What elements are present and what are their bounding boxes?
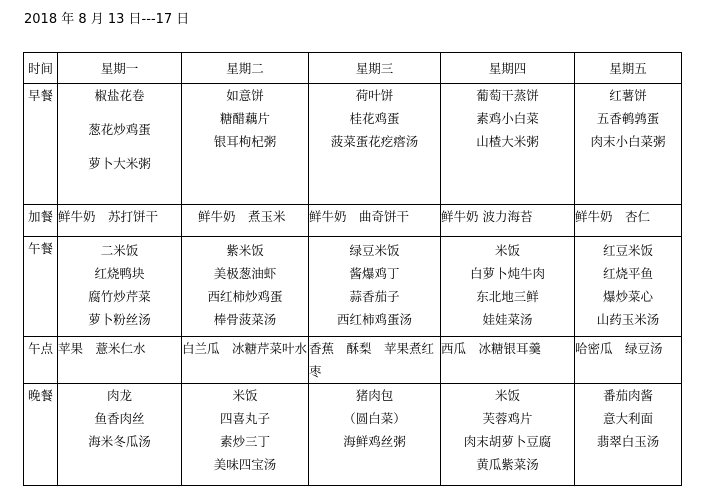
meal-label: 午点	[24, 337, 58, 384]
dish-item: 素鸡小白菜	[476, 111, 539, 126]
menu-cell-friday	[575, 237, 682, 337]
dish-item: 番茄肉酱	[602, 388, 653, 403]
dish-item: 五香鹌鹑蛋	[596, 111, 660, 126]
dish-item: 鱼香肉丝	[94, 411, 145, 426]
menu-cell-thursday	[441, 84, 575, 205]
dish-item: 四喜丸子	[219, 411, 270, 426]
dish-item: 哈密瓜 绿豆汤	[575, 341, 663, 356]
dish-item: 葱花炒鸡蛋	[88, 122, 151, 137]
menu-cell-wednesday	[309, 205, 441, 237]
menu-cell-monday	[58, 337, 182, 384]
weekly-menu-table	[23, 52, 682, 486]
dish-item: 海米冬瓜汤	[88, 434, 151, 449]
menu-cell-monday	[58, 384, 182, 486]
menu-cell-tuesday	[182, 337, 309, 384]
dish-item: 酱爆鸡丁	[349, 266, 400, 281]
dish-item: 二米饭	[100, 243, 139, 258]
menu-cell-wednesday	[309, 84, 441, 205]
menu-cell-friday	[575, 84, 682, 205]
menu-cell-monday	[58, 205, 182, 237]
dish-item: 椒盐花卷	[94, 88, 145, 103]
dish-item: 米饭	[232, 388, 258, 403]
dish-item: 如意饼	[226, 88, 264, 103]
dish-item: 菠菜蛋花疙瘩汤	[330, 134, 419, 149]
menu-cell-thursday	[441, 237, 575, 337]
dish-item: 糖醋藕片	[219, 111, 270, 126]
meal-label: 早餐	[24, 84, 58, 205]
dish-item: 肉末小白菜粥	[590, 134, 666, 149]
dish-item: 翡翠白玉汤	[596, 434, 660, 449]
dish-item: 山楂大米粥	[476, 134, 539, 149]
menu-cell-wednesday	[309, 237, 441, 337]
dish-item: 萝卜粉丝汤	[88, 312, 151, 327]
meal-label: 晚餐	[24, 384, 58, 486]
header-monday: 星期一	[58, 53, 182, 84]
dish-item: 黄瓜紫菜汤	[476, 457, 539, 472]
menu-cell-tuesday	[182, 384, 309, 486]
dish-item: 鲜牛奶 杏仁	[575, 209, 651, 224]
header-thursday: 星期四	[441, 53, 575, 84]
dish-item: 意大利面	[602, 411, 653, 426]
menu-cell-thursday	[441, 205, 575, 237]
header-friday: 星期五	[575, 53, 682, 84]
menu-cell-monday	[58, 237, 182, 337]
dish-item: （圆白菜）	[343, 411, 406, 426]
dish-item: 白兰瓜 冰糖芹菜叶水	[182, 341, 308, 356]
dish-item: 荷叶饼	[355, 88, 394, 103]
menu-date-range: 2018 年 8 月 13 日---17 日	[24, 12, 190, 27]
dish-item: 红烧平鱼	[602, 266, 653, 281]
dish-item: 鲜牛奶 煮玉米	[198, 209, 286, 224]
meal-row-snack	[24, 205, 682, 237]
dish-item: 山药玉米汤	[596, 312, 660, 327]
dish-item: 桂花鸡蛋	[349, 111, 400, 126]
menu-cell-tuesday	[182, 205, 309, 237]
menu-cell-friday	[575, 205, 682, 237]
dish-item: 爆炒菜心	[602, 289, 653, 304]
header-tuesday: 星期二	[182, 53, 309, 84]
menu-cell-wednesday	[309, 337, 441, 384]
dish-item: 肉末胡萝卜豆腐	[463, 434, 552, 449]
dish-item: 白萝卜炖牛肉	[469, 266, 545, 281]
dish-item: 芙蓉鸡片	[482, 411, 533, 426]
dish-item: 苹果 薏米仁水	[58, 341, 146, 356]
dish-item: 红薯饼	[609, 88, 647, 103]
dish-item: 葡萄干蒸饼	[476, 88, 539, 103]
meal-label: 午餐	[24, 237, 58, 337]
dish-item: 鲜牛奶 波力海苔	[441, 209, 533, 224]
dish-item: 鲜牛奶 苏打饼干	[58, 209, 159, 224]
dish-item: 萝卜大米粥	[88, 156, 151, 171]
menu-cell-wednesday	[309, 384, 441, 486]
dish-item: 海鲜鸡丝粥	[343, 434, 406, 449]
menu-cell-thursday	[441, 337, 575, 384]
meal-row-breakfast	[24, 84, 682, 205]
dish-item: 红豆米饭	[602, 243, 653, 258]
header-row	[24, 53, 682, 84]
menu-cell-tuesday	[182, 84, 309, 205]
meal-label: 加餐	[24, 205, 58, 237]
dish-item: 猪肉包	[355, 388, 394, 403]
dish-item: 西瓜 冰糖银耳羹	[441, 341, 542, 356]
dish-item: 米饭	[494, 243, 520, 258]
dish-item: 绿豆米饭	[349, 243, 400, 258]
dish-item: 鲜牛奶 曲奇饼干	[309, 209, 410, 224]
dish-item: 西红柿鸡蛋汤	[336, 312, 412, 327]
menu-cell-thursday	[441, 384, 575, 486]
header-wednesday: 星期三	[309, 53, 441, 84]
meal-row-lunch	[24, 237, 682, 337]
header-time: 时间	[24, 53, 58, 84]
menu-cell-friday	[575, 337, 682, 384]
dish-item: 米饭	[494, 388, 520, 403]
dish-item: 香蕉 酥梨 苹果煮红枣	[309, 341, 435, 379]
dish-item: 银耳枸杞粥	[213, 134, 277, 149]
dish-item: 蒜香茄子	[349, 289, 400, 304]
menu-cell-monday	[58, 84, 182, 205]
meal-row-dinner	[24, 384, 682, 486]
dish-item: 肉龙	[106, 388, 132, 403]
dish-item: 西红柿炒鸡蛋	[207, 289, 283, 304]
dish-item: 东北地三鲜	[476, 289, 539, 304]
dish-item: 棒骨菠菜汤	[213, 312, 277, 327]
dish-item: 素炒三丁	[219, 434, 270, 449]
dish-item: 腐竹炒芹菜	[88, 289, 151, 304]
menu-cell-friday	[575, 384, 682, 486]
meal-row-afternoon-snack	[24, 337, 682, 384]
dish-item: 紫米饭	[226, 243, 264, 258]
dish-item: 美味四宝汤	[213, 457, 277, 472]
menu-cell-tuesday	[182, 237, 309, 337]
dish-item: 美极葱油虾	[213, 266, 277, 281]
dish-item: 娃娃菜汤	[482, 312, 533, 327]
dish-item: 红烧鸭块	[94, 266, 145, 281]
